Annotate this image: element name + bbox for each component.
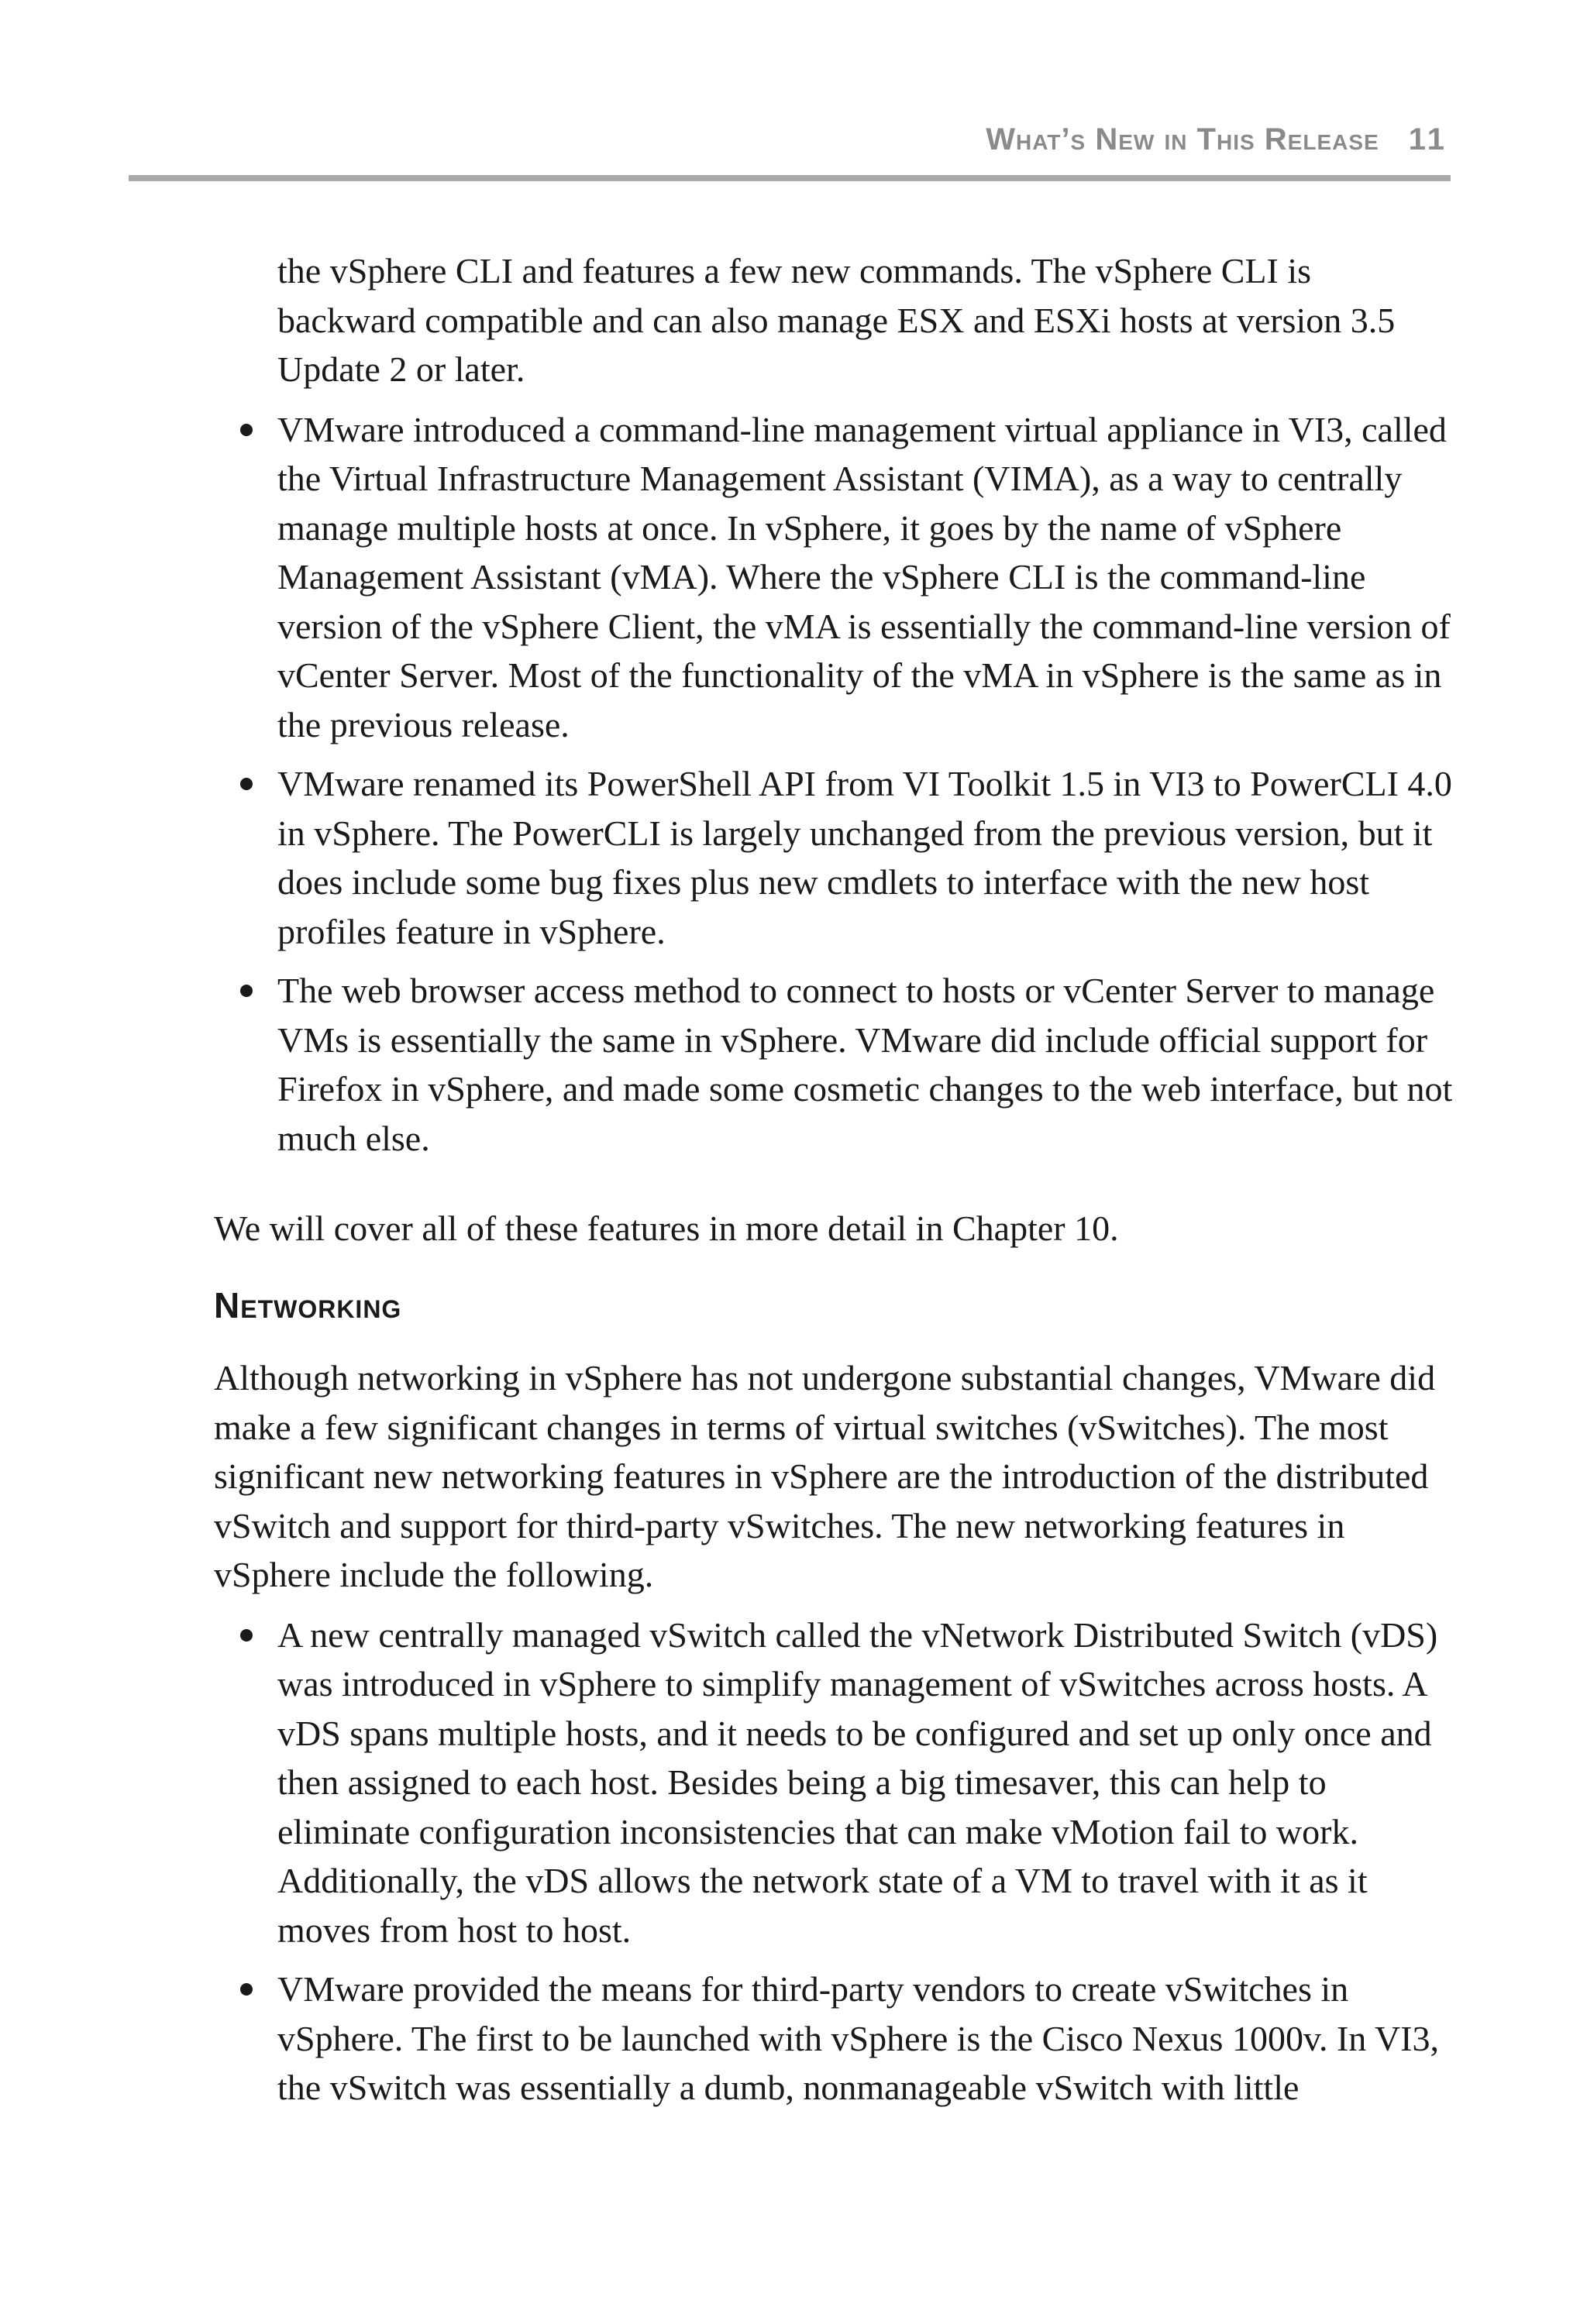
list-item <box>214 405 1454 750</box>
list-item-text: VMware provided the means for third-party vendors to create vSwitches in vSphere. The first to be launched with vSphere is the Cisco Nexus 1000v. In VI3, the vSwitch was essentially a dumb, nonmanageable vSwitch with little <box>277 1969 1439 2107</box>
bullet-icon <box>240 1629 253 1642</box>
page-body <box>214 246 1454 2123</box>
bullet-list-networking <box>214 1611 1454 2113</box>
header-rule <box>129 175 1451 181</box>
list-item-text: VMware renamed its PowerShell API from VI Toolkit 1.5 in VI3 to PowerCLI 4.0 in vSphere. The PowerCLI is largely unchanged from the previous version, but it does include some bug fixes plus new cmdlets to interface with the new host profiles feature in vSphere. <box>277 764 1452 951</box>
bullet-icon <box>240 985 253 997</box>
continuation-paragraph: the vSphere CLI and features a few new commands. The vSphere CLI is backward compatible and can also manage ESX and ESXi hosts at version 3.5 Update 2 or later. <box>277 251 1396 389</box>
list-item <box>214 1611 1454 1955</box>
list-item <box>214 759 1454 956</box>
bullet-icon <box>240 1983 253 1996</box>
list-item-text: VMware introduced a command-line management virtual appliance in VI3, called the Virtual Infrastructure Management Assistant (VIMA), as a way to centrally manage multiple hosts at once. In vSphere, it goes by the name of vSphere Management Assistant (vMA). Where the vSphere CLI is the command-line version of the vSphere Client, the vMA is essentially the command-line version of vCenter Server. Most of the functionality of the vMA in vSphere is the same as in the previous release. <box>277 409 1451 744</box>
list-item <box>214 1965 1454 2113</box>
section-heading-networking: Networking <box>214 1284 402 1325</box>
page-number: 11 <box>1408 122 1448 156</box>
running-head <box>986 122 1448 157</box>
running-head-title: What’s New in This Release <box>986 122 1379 156</box>
bullet-icon <box>240 778 253 790</box>
closing-paragraph: We will cover all of these features in more detail in Chapter 10. <box>214 1208 1119 1248</box>
list-item-text: A new centrally managed vSwitch called the vNetwork Distributed Switch (vDS) was introduced in vSphere to simplify management of vSwitches across hosts. A vDS spans multiple hosts, and it needs to be configured and set up only once and then assigned to each host. Besides being a big timesaver, this can help to eliminate configuration inconsistencies that can make vMotion fail to work. Additionally, the vDS allows the network state of a VM to travel with it as it moves from host to host. <box>277 1614 1438 1950</box>
list-item <box>214 966 1454 1163</box>
bullet-icon <box>240 424 253 436</box>
bullet-list-cli <box>214 405 1454 1164</box>
section-intro-paragraph: Although networking in vSphere has not undergone substantial changes, VMware did make a few significant changes in terms of virtual switches (vSwitches). The most significant new networking features in vSphere are the introduction of the distributed vSwitch and support for third-party vSwitches. The new networking features in vSphere include the following. <box>214 1358 1436 1594</box>
list-item-text: The web browser access method to connect to hosts or vCenter Server to manage VMs is essentially the same in vSphere. VMware did include official support for Firefox in vSphere, and made some cosmetic changes to the web interface, but not much else. <box>277 971 1453 1158</box>
